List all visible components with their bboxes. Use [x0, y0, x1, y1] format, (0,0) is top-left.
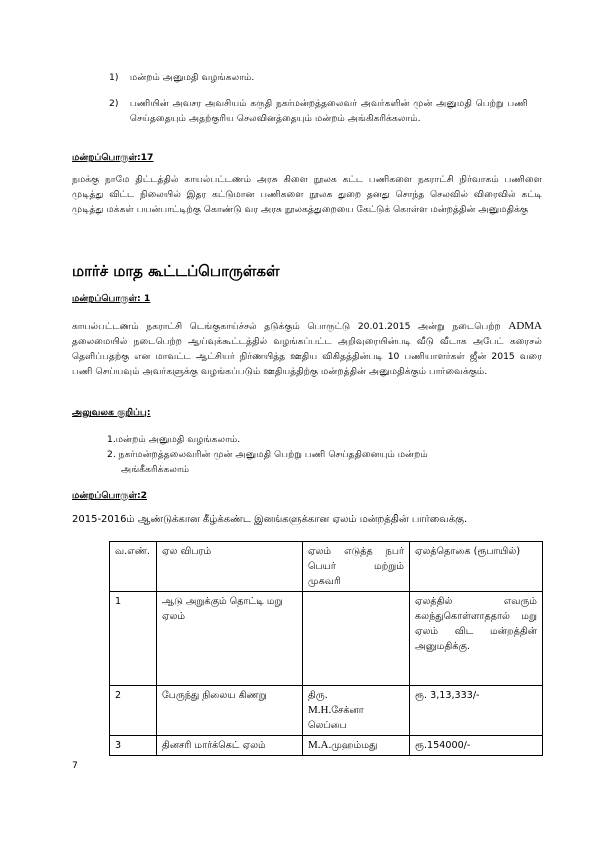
table-header-cell: ஏலத்தொகை (ரூபாயில்) — [410, 542, 543, 592]
item-1-title: மன்றப்பொருள்: 1 — [72, 293, 151, 304]
table-header-row — [110, 542, 543, 592]
table-cell-amount: ரூ. 3,13,333/- — [410, 686, 543, 736]
table-cell-sno: 3 — [110, 736, 157, 756]
bidder-name: முஹம்மது — [331, 740, 378, 751]
table-cell-bidder — [303, 686, 410, 736]
table-row — [110, 592, 543, 686]
item-1-body-post: தலைமையில் நடைபெற்ற ஆய்வுக்கூட்டத்தில் வழங்கப்பட்ட அறிவுரையின்படி வீடு வீடாக அபேட் கரைசல் தெளிப்பதற்கு என மாவட்ட ஆட்சியர் நிர்ணயித்த ஊதிய விகிதத்தின்படி 10 பணியாளர்கள் ஜீன் 2015 வரை பணி செய்யவும் அவர்களுக்கு வழங்கப்படும் ஊதியத்திற்கு மன்றத்தின் அனுமதிக்கும் பார்வைக்கும். — [72, 336, 542, 377]
office-note-title: அலுவலக குறிப்பு: — [72, 407, 151, 418]
item-1-body-adma: ADMA — [508, 320, 543, 332]
table-cell-sno: 1 — [110, 592, 157, 686]
table-header-cell: வ.எண். — [110, 542, 157, 592]
list-number: 1) — [109, 72, 119, 83]
auction-table — [109, 541, 543, 756]
table-cell-detail: ஆடு அறுக்கும் தொட்டி மறு ஏலம் — [157, 592, 303, 686]
office-note-1: 1.மன்றம் அனுமதி வழங்கலாம். — [107, 434, 241, 445]
table-header-cell: ஏலம் எடுத்த நபர் பெயர் மற்றும் முகவரி — [303, 542, 410, 592]
table-cell-detail: தினசரி மார்க்கெட் ஏலம் — [157, 736, 303, 756]
table-cell-amount: ஏலத்தில் எவரும் கலந்துகொள்ளாததால் மறு ஏலம் விட மன்றத்தின் அனுமதிக்கு. — [410, 592, 543, 686]
office-note-2: 2. நகர்மன்றத்தலைவரின் முன் அனுமதி பெற்று பணி செய்ததினையும் மன்றம் — [107, 449, 428, 460]
office-note-3: அங்கீகரிக்கலாம் — [121, 464, 190, 475]
top-list-item-1 — [109, 70, 529, 85]
list-number: 2) — [109, 98, 119, 109]
item-2-intro: 2015-2016ம் ஆண்டுக்கான கீழ்க்கண்ட இனங்களுக்கான ஏலம் மன்றத்தின் பார்வைக்கு. — [72, 514, 468, 525]
table-cell-sno: 2 — [110, 686, 157, 736]
bidder-name: சேக்னா லெப்பை — [308, 705, 364, 731]
item-1-body-pre: காயல்பட்டணம் நகராட்சி டெங்குகாய்ச்சல் தடுக்கும் பொருட்டு 20.01.2015 அன்று நடைபெற்ற — [72, 321, 501, 332]
top-list-item-2 — [109, 96, 529, 126]
list-text: பணியின் அவசர அவசியம் கருதி நகர்மன்றத்தலைவர் அவர்களின் முன் அனுமதி பெற்று பணி செய்ததையும் அதற்குரிய செலவினத்தையும் மன்றம் அங்கிகரிக்கலாம். — [129, 98, 528, 124]
page-number: 7 — [72, 760, 78, 771]
bidder-initials: M.H. — [308, 704, 332, 716]
table-cell-amount: ரூ.154000/- — [410, 736, 543, 756]
item-17-title: மன்றப்பொருள்:17 — [72, 152, 154, 163]
item-1-body — [72, 319, 542, 379]
table-cell-bidder — [303, 736, 410, 756]
bidder-initials: M.A. — [308, 739, 332, 751]
bidder-prefix: திரு. — [308, 690, 328, 701]
table-row — [110, 686, 543, 736]
table-header-cell: ஏல விபரம் — [157, 542, 303, 592]
item-17-body: நமக்கு நாமே திட்டத்தில் காயல்பட்டணம் அரசு கிளை நூலக கட்ட பணிகளை நகராட்சி நிர்வாகம் பணிளை முடித்து விட்ட நிலையில் இதர கட்டுமான பணிகளை நூலக துறை தனது சொந்த செலவில் விரைவில் கட்டி முடித்து மக்கள் பயன்பாட்டிற்கு கொண்டு வர அரசு நூலகத்துறையை கேட்டுக் கொள்ள மன்றத்தின் அனுமதிக்கு — [72, 174, 542, 215]
section-heading: மார்ச் மாத கூட்டப்பொருள்கள் — [72, 262, 280, 280]
table-cell-detail: பேருந்து நிலைய கிணறு — [157, 686, 303, 736]
list-text: மன்றம் அனுமதி வழங்கலாம். — [129, 72, 255, 83]
item-2-title: மன்றப்பொருள்:2 — [72, 490, 148, 501]
table-cell-bidder — [303, 592, 410, 686]
table-row — [110, 736, 543, 756]
